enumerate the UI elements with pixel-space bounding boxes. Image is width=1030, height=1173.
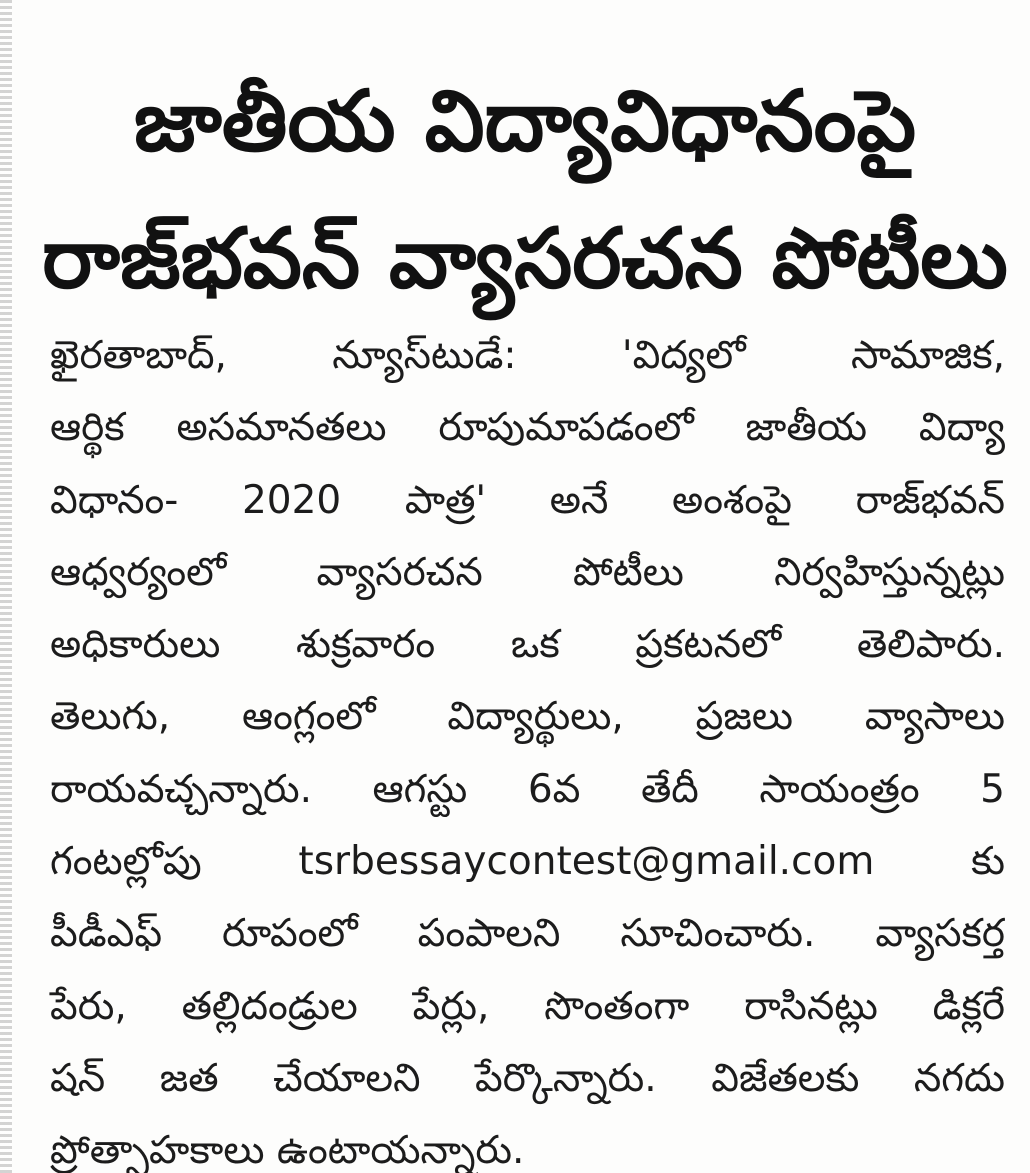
article-body bbox=[50, 320, 1005, 1173]
body-line-1: ఖైరతాబాద్, న్యూస్‌టుడే: 'విద్యలో సామాజిక, bbox=[50, 333, 1005, 378]
column-divider bbox=[0, 0, 12, 1173]
body-line-2: ఆర్థిక అసమానతలు రూపుమాపడంలో జాతీయ విద్యా bbox=[50, 405, 1005, 451]
body-line-6: తెలుగు, ఆంగ్లంలో విద్యార్థులు, ప్రజలు వ్యాసాలు bbox=[50, 694, 1005, 740]
body-line-9: పీడీఎఫ్ రూపంలో పంపాలని సూచించారు. వ్యాసకర్త bbox=[50, 911, 1005, 957]
headline-line-2: రాజ్‌భవన్ వ్యాసరచన పోటీలు bbox=[42, 210, 1008, 307]
body-line-5: అధికారులు శుక్రవారం ఒక ప్రకటనలో తెలిపారు. bbox=[50, 622, 1005, 668]
headline bbox=[40, 52, 1010, 328]
body-line-11: షన్ జత చేయాలని పేర్కొన్నారు. విజేతలకు నగదు bbox=[50, 1055, 1005, 1101]
body-line-12: ప్రోత్సాహకాలు ఉంటాయన్నారు. bbox=[50, 1128, 525, 1173]
body-line-8: గంటల్లోపు tsrbessaycontest@gmail.com కు bbox=[50, 839, 1005, 885]
headline-line-1: జాతీయ విద్యావిధానంపై bbox=[133, 72, 917, 170]
body-line-3: విధానం- 2020 పాత్ర' అనే అంశంపై రాజ్‌భవన్ bbox=[50, 477, 1005, 523]
body-line-10: పేరు, తల్లిదండ్రుల పేర్లు, సొంతంగా రాసినట్లు డిక్లరే bbox=[50, 983, 1005, 1029]
body-line-7: రాయవచ్చన్నారు. ఆగస్టు 6వ తేదీ సాయంత్రం 5 bbox=[50, 766, 1005, 812]
body-line-4: ఆధ్వర్యంలో వ్యాసరచన పోటీలు నిర్వహిస్తున్నట్లు bbox=[50, 549, 1005, 595]
